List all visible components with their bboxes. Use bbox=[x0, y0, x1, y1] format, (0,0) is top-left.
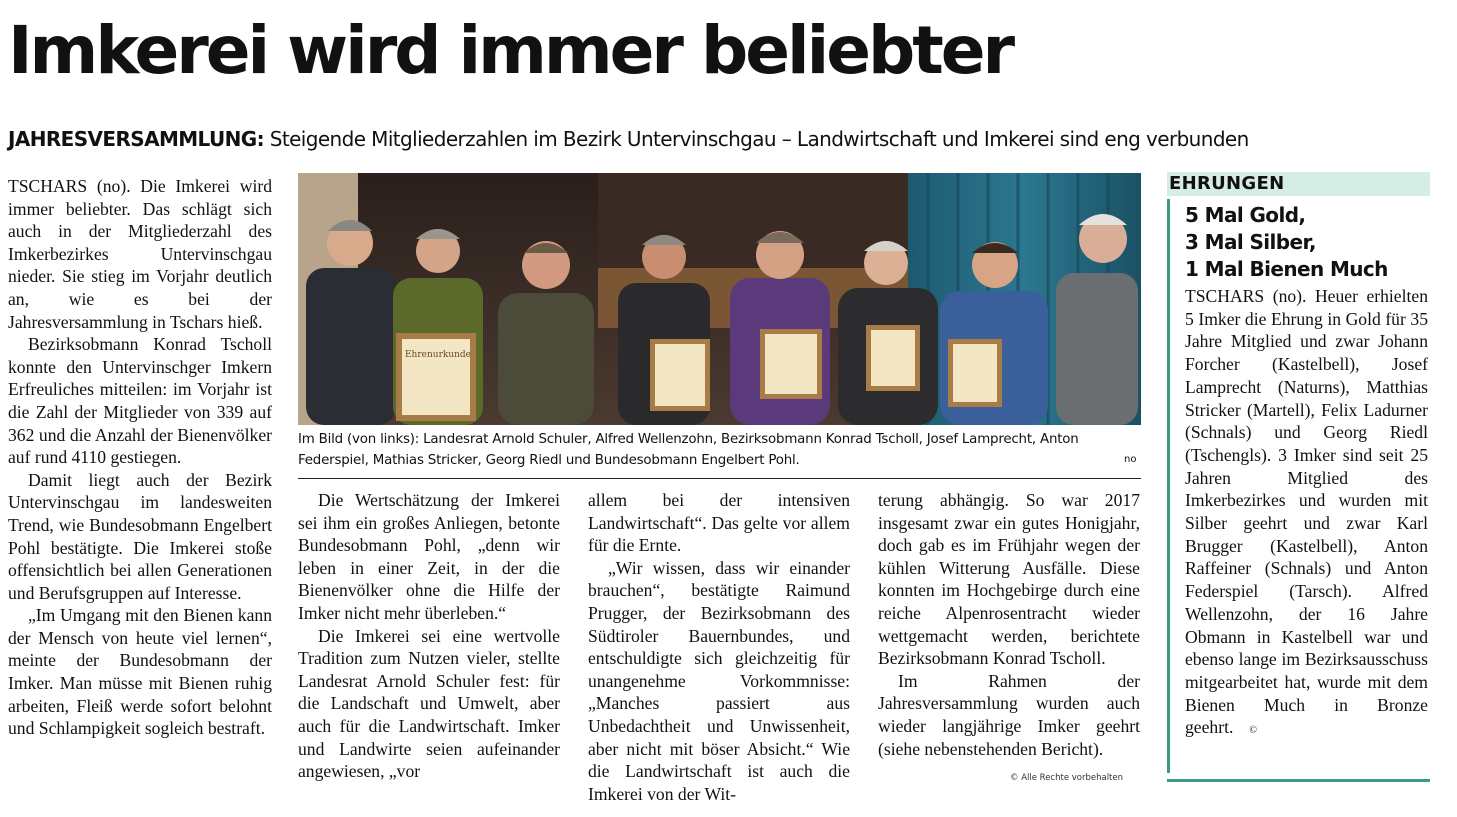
paragraph: Die Imkerei sei eine wertvolle Tradition zum Nutzen vieler, stellte Landesrat Arnold Schuler fest: für die Landschaft und Umwelt, aber auch für die Landwirtschaft. Imker und Landwirte seien aufeinander angewiesen, „vor bbox=[298, 625, 560, 782]
copyright-mark: © bbox=[1249, 725, 1257, 737]
rights-notice: © Alle Rechte vorbehalten bbox=[1010, 773, 1124, 783]
sidebar-bottom-rule bbox=[1167, 779, 1430, 782]
article-column-3 bbox=[588, 489, 850, 805]
sidebar-title bbox=[1185, 202, 1388, 283]
sidebar-title-line: 3 Mal Silber, bbox=[1185, 230, 1316, 254]
caption-divider bbox=[298, 478, 1141, 479]
sidebar-body-text: TSCHARS (no). Heuer erhielten 5 Imker die Ehrung in Gold für 35 Jahre Mitglied und zwar Johann Forcher (Kastelbell), Josef Lamprecht (Naturns), Matthias Stricker (Martell), Felix Ladurner (Schnals) und Georg Riedl (Tschengls). 3 Imker sind seit 25 Jahren Mitglied des Imkerbezirkes und wurden mit Silber geehrt und zwar Karl Brugger (Kastelbell), Anton Raffeiner (Schnals) und Anton Federspiel (Tarsch). Alfred Wellenzohn, der 16 Jahre Obmann in Kastelbell war und ebenso lange im Bezirksausschuss mitgearbeitet hat, wurde mit dem Bienen Much in Bronze geehrt. bbox=[1185, 286, 1428, 738]
paragraph: terung abhängig. So war 2017 insgesamt zwar ein gutes Honigjahr, doch gab es im Frühjahr wegen der kühlen Witterung Ausfälle. Diese konnten im Hochgebirge durch eine reiche Alpenrosentracht wieder wettgemacht werden, berichtete Bezirksobmann Konrad Tscholl. bbox=[878, 490, 1140, 669]
paragraph: TSCHARS (no). Die Imkerei wird immer beliebter. Das schlägt sich auch in der Mitgliederzahl des Imkerbezirkes Untervinschgau nieder. Sie stieg im Vorjahr deutlich an, wie es bei der Jahresversammlung in Tschars hieß. bbox=[8, 176, 272, 332]
paragraph: Im Rahmen der Jahresversammlung wurden auch wieder langjährige Imker geehrt (siehe nebenstehenden Bericht). bbox=[878, 670, 1140, 759]
headline: Imkerei wird immer beliebter bbox=[8, 12, 1013, 89]
photo-caption: Im Bild (von links): Landesrat Arnold Schuler, Alfred Wellenzohn, Bezirksobmann Konrad Tscholl, Josef Lamprecht, Anton Federspiel, Mathias Stricker, Georg Riedl und Bundesobmann Engelbert Pohl. bbox=[298, 432, 1079, 468]
subheadline-kicker: JAHRESVERSAMMLUNG: bbox=[8, 127, 264, 151]
article-photo bbox=[298, 173, 1141, 425]
subheadline bbox=[8, 127, 1249, 151]
sidebar-box bbox=[1167, 172, 1430, 784]
article-column-2 bbox=[298, 489, 560, 783]
sidebar-accent-bar bbox=[1167, 199, 1170, 773]
photo-credit: no bbox=[1124, 454, 1137, 465]
sidebar-body bbox=[1185, 285, 1428, 743]
article-column-1 bbox=[8, 175, 272, 740]
paragraph: allem bei der intensiven Landwirtschaft“. Das gelte vor allem für die Ernte. bbox=[588, 490, 850, 556]
paragraph: „Wir wissen, dass wir einander brauchen“, bestätigte Raimund Prugger, der Bezirksobmann des Südtiroler Bauernbundes, und entschuldigte sich gleichzeitig für unangenehme Vorkommnisse: „Manches passiert aus Unbedachtheit und Unwissenheit, aber nicht mit böser Absicht.“ Wie die Landwirtschaft ist auch die Imkerei von der Wit- bbox=[588, 557, 850, 804]
sidebar-header: EHRUNGEN bbox=[1167, 172, 1430, 196]
article-column-4 bbox=[878, 489, 1140, 760]
group-photo-illustration bbox=[298, 173, 1141, 425]
certificate-text: Ehrenurkunde bbox=[404, 350, 472, 360]
paragraph: „Im Umgang mit den Bienen kann der Mensch von heute viel lernen“, meinte der Bundesobmann der Imker. Man müsse mit Bienen ruhig arbeiten, Fleiß werde sofort belohnt und Schlampigkeit sogleich bestraft. bbox=[8, 605, 272, 739]
paragraph: Damit liegt auch der Bezirk Untervinschgau im landesweiten Trend, wie Bundesobmann Engelbert Pohl bestätigte. Die Imkerei stoße offensichtlich bei allen Generationen und Berufsgruppen auf Interesse. bbox=[8, 469, 272, 603]
sidebar-title-line: 1 Mal Bienen Much bbox=[1185, 257, 1388, 281]
subheadline-text: Steigende Mitgliederzahlen im Bezirk Untervinschgau – Landwirtschaft und Imkerei sind eng verbunden bbox=[269, 127, 1249, 151]
sidebar-title-line: 5 Mal Gold, bbox=[1185, 203, 1306, 227]
paragraph: Bezirksobmann Konrad Tscholl konnte den Untervinschger Imkern Erfreuliches mitteilen: im Vorjahr ist die Zahl der Mitglieder von 339 auf 362 und die Anzahl der Bienenvölker auf rund 4110 gestiegen. bbox=[8, 334, 272, 468]
paragraph: Die Wertschätzung der Imkerei sei ihm ein großes Anliegen, betonte Bundesobmann Pohl, „denn wir leben in einer Zeit, in der die Bienenvölker ohne die Hilfe der Imker nicht mehr überleben.“ bbox=[298, 490, 560, 623]
